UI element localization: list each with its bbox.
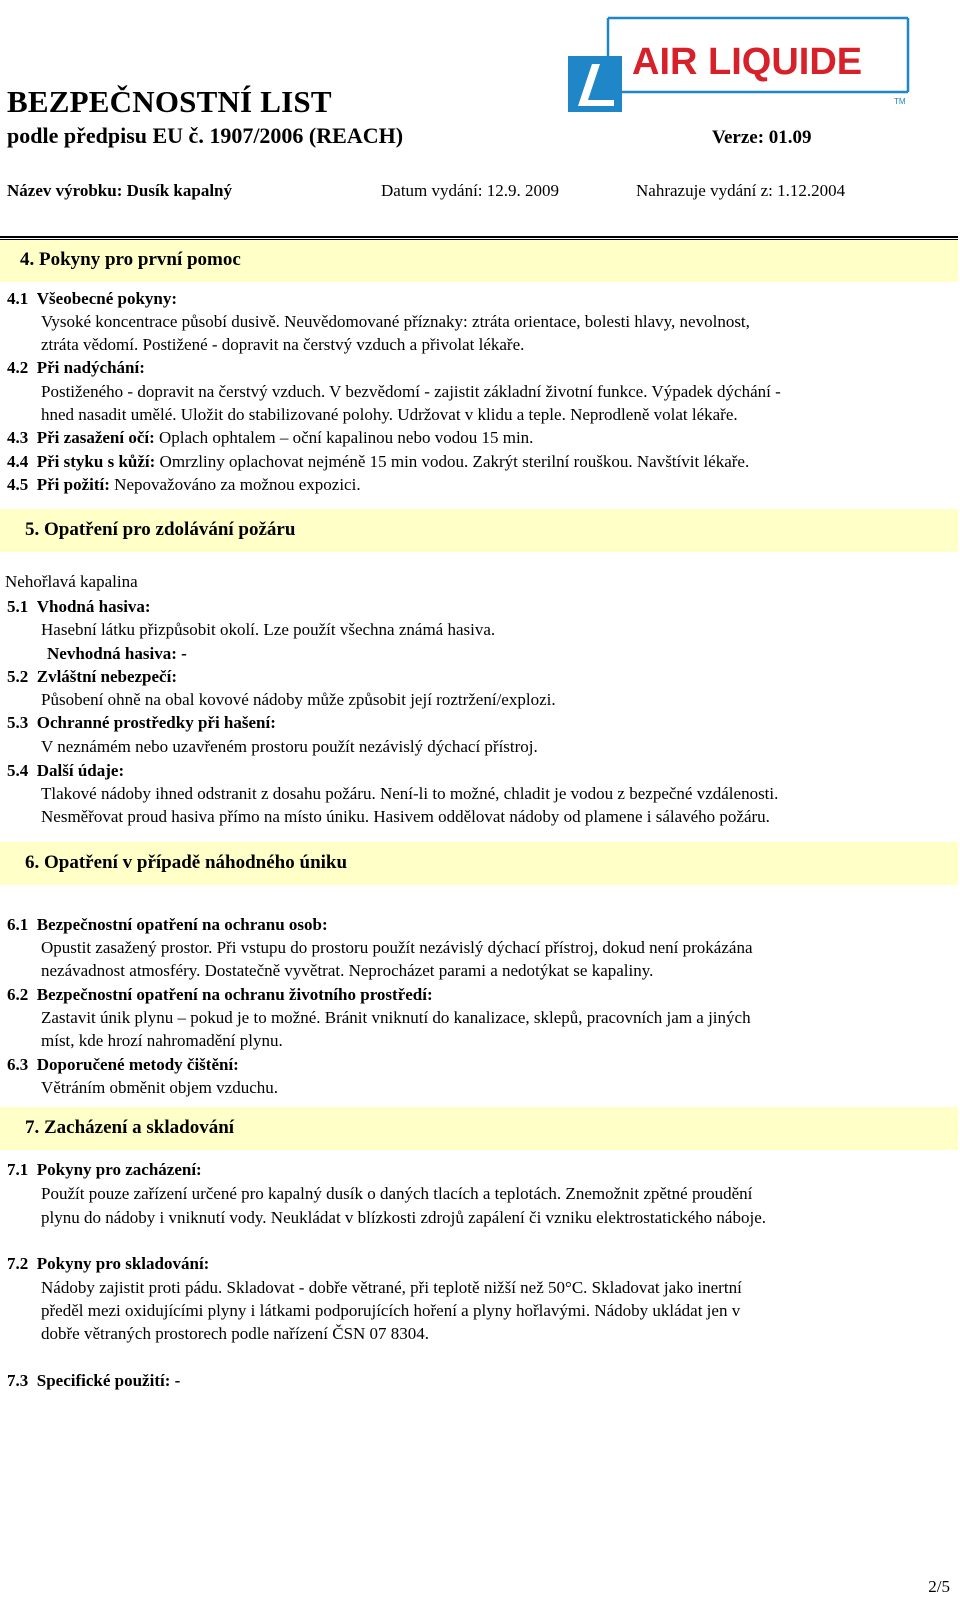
item-6-2-text: míst, kde hrozí nahromadění plynu.: [41, 1031, 283, 1050]
item-5-1-text: Hasební látku přizpůsobit okolí. Lze použít všechna známá hasiva.: [41, 620, 496, 639]
item-7-2-text: dobře větraných prostorech podle nařízení ČSN 07 8304.: [41, 1324, 430, 1343]
item-4-5: 4.5 Při požití: Nepovažováno za možnou expozici.: [7, 475, 361, 494]
item-6-1-text: nezávadnost atmosféry. Dostatečně vyvětrat. Neprocházet parami a nedotýkat se kapaliny.: [41, 961, 654, 980]
item-7-1-text: Použít pouze zařízení určené pro kapalný dusík o daných tlacích a teplotách. Znemožnit zpětné proudění: [41, 1184, 753, 1203]
item-5-4-heading: 5.4 Další údaje:: [7, 761, 125, 780]
logo-trademark: TM: [894, 97, 906, 106]
item-5-1-heading: 5.1 Vhodná hasiva:: [7, 597, 151, 616]
item-6-1-heading: 6.1 Bezpečnostní opatření na ochranu osob:: [7, 915, 328, 934]
item-7-2-text: předěl mezi oxidujícími plyny i látkami podporujících hoření a plyny hořlavými. Nádoby ukládat jen v: [41, 1301, 741, 1320]
section-7-title: 7. Zacházení a skladování: [25, 1117, 235, 1138]
item-4-1-heading: 4.1 Všeobecné pokyny:: [7, 289, 178, 308]
item-4-2-heading: 4.2 Při nadýchání:: [7, 358, 145, 377]
item-4-3: 4.3 Při zasažení očí: Oplach ophtalem – oční kapalinou nebo vodou 15 min.: [7, 428, 534, 447]
item-6-2-heading: 6.2 Bezpečnostní opatření na ochranu životního prostředí:: [7, 985, 433, 1004]
product-name: Název výrobku: Dusík kapalný: [7, 181, 232, 200]
logo-text: AIR LIQUIDE: [632, 41, 863, 83]
air-liquide-logo: [568, 14, 920, 119]
item-5-3-heading: 5.3 Ochranné prostředky při hašení:: [7, 713, 276, 732]
item-6-2-text: Zastavit únik plynu – pokud je to možné. Bránit vniknutí do kanalizace, sklepů, pracovních jam a jiných: [41, 1008, 751, 1027]
item-7-1-text: plynu do nádoby i vniknutí vody. Neukládat v blízkosti zdrojů zapálení či vzniku elektrostatického náboje.: [41, 1208, 766, 1227]
header-divider: [0, 236, 958, 238]
item-4-2-text: hned nasadit umělé. Uložit do stabilizované polohy. Udržovat v klidu a teple. Neprodleně volat lékaře.: [41, 405, 738, 424]
item-7-2-text: Nádoby zajistit proti pádu. Skladovat - dobře větrané, při teplotě nižší než 50°C. Skladovat jako inertní: [41, 1278, 742, 1297]
item-5-1-unsuitable: Nevhodná hasiva: -: [47, 644, 187, 663]
page-number: 2/5: [928, 1577, 950, 1596]
item-5-2-text: Působení ohně na obal kovové nádoby může způsobit její roztržení/explozi.: [41, 690, 556, 709]
document-subtitle: podle předpisu EU č. 1907/2006 (REACH): [7, 123, 404, 148]
item-5-4-text: Nesměřovat proud hasiva přímo na místo úniku. Hasivem oddělovat nádoby od plamene i sálavého požáru.: [41, 807, 770, 826]
item-4-1-text: ztráta vědomí. Postižené - dopravit na čerstvý vzduch a přivolat lékaře.: [41, 335, 525, 354]
item-6-3-text: Větráním obměnit objem vzduchu.: [41, 1078, 278, 1097]
section-5-intro: Nehořlavá kapalina: [5, 572, 138, 591]
item-5-3-text: V neznámém nebo uzavřeném prostoru použít nezávislý dýchací přístroj.: [41, 737, 538, 756]
item-6-1-text: Opustit zasažený prostor. Při vstupu do prostoru použít nezávislý dýchací přístroj, dokud není prokázána: [41, 938, 753, 957]
section-6-title: 6. Opatření v případě náhodného úniku: [25, 852, 348, 873]
item-7-2-heading: 7.2 Pokyny pro skladování:: [7, 1254, 210, 1273]
item-7-1-heading: 7.1 Pokyny pro zacházení:: [7, 1160, 202, 1179]
item-4-1-text: Vysoké koncentrace působí dusivě. Neuvědomované příznaky: ztráta orientace, bolesti hlavy, nevolnost,: [41, 312, 750, 331]
item-7-3-heading: 7.3 Specifické použití: -: [7, 1371, 181, 1390]
replaces-date: Nahrazuje vydání z: 1.12.2004: [636, 181, 846, 200]
section-5-title: 5. Opatření pro zdolávání požáru: [25, 519, 296, 540]
section-4-title: 4. Pokyny pro první pomoc: [20, 249, 241, 270]
item-5-2-heading: 5.2 Zvláštní nebezpečí:: [7, 667, 177, 686]
item-6-3-heading: 6.3 Doporučené metody čištění:: [7, 1055, 239, 1074]
item-5-4-text: Tlakové nádoby ihned odstranit z dosahu požáru. Není-li to možné, chladit je vodou z bezpečné vzdálenosti.: [41, 784, 779, 803]
item-4-4: 4.4 Při styku s kůží: Omrzliny oplachovat nejméně 15 min vodou. Zakrýt sterilní rouškou. Navštívit lékaře.: [7, 452, 750, 471]
issue-date: Datum vydání: 12.9. 2009: [381, 181, 560, 200]
document-version: Verze: 01.09: [712, 127, 812, 148]
item-4-2-text: Postiženého - dopravit na čerstvý vzduch. V bezvědomí - zajistit základní životní funkce. Výpadek dýchání -: [41, 382, 781, 401]
document-title: BEZPEČNOSTNÍ LIST: [7, 84, 332, 119]
